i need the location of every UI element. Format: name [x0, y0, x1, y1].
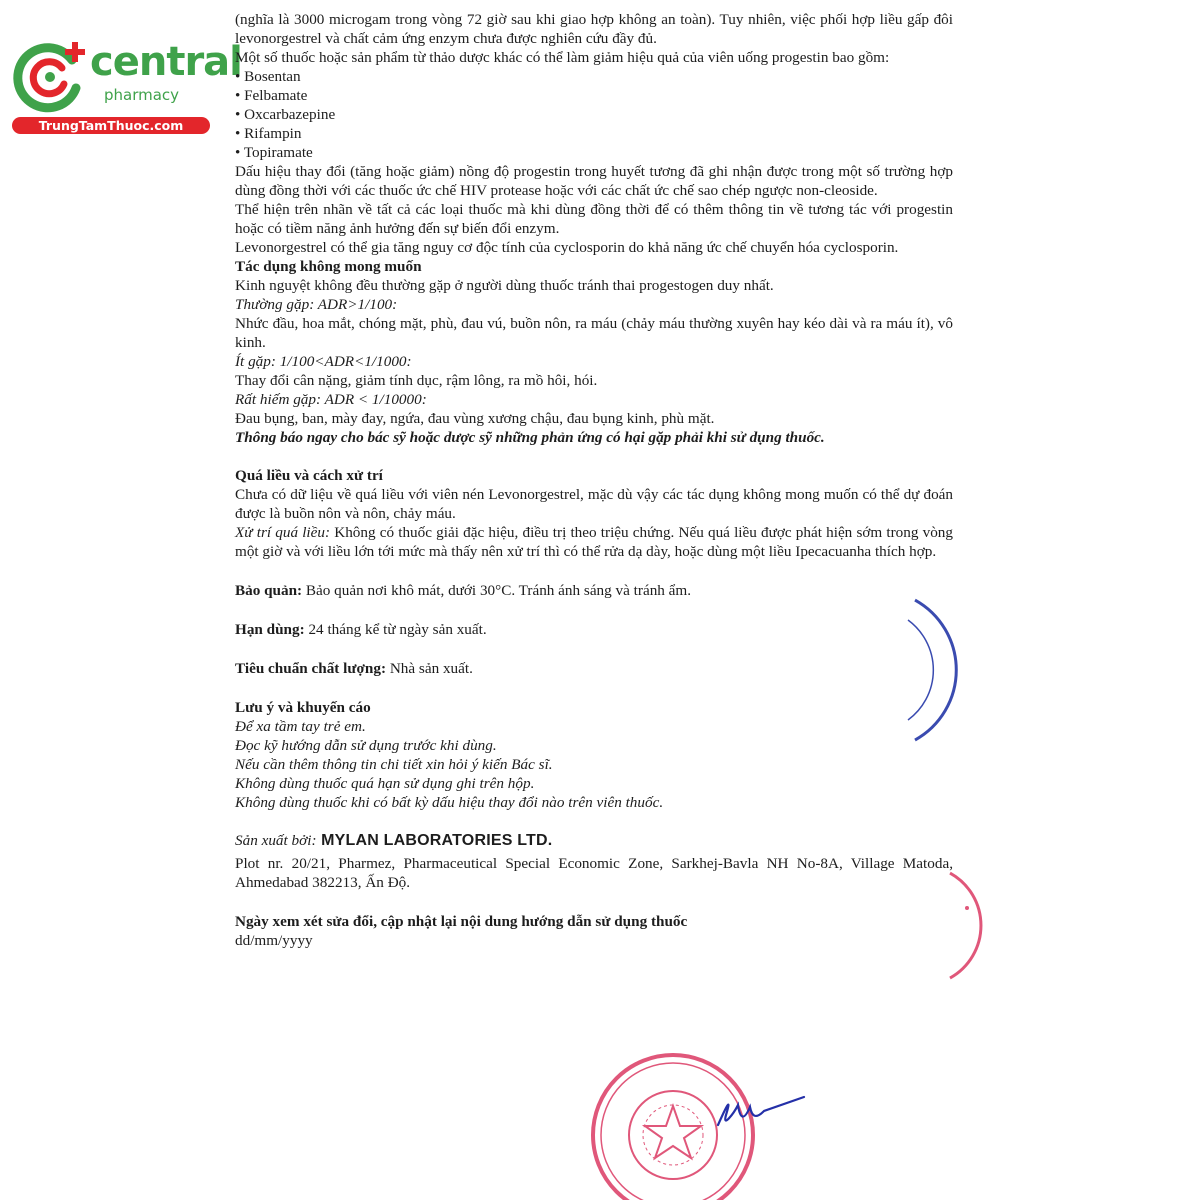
interaction-paragraph-2: Thể hiện trên nhãn về tất cả các loại thuốc mà khi dùng đồng thời để có thêm thông tin về tương tác với progestin hoặc có tiềm năng ảnh hưởng đến sự biến đổi enzym.	[235, 201, 953, 237]
adverse-intro: Kinh nguyệt không đều thường gặp ở người dùng thuốc tránh thai progestogen duy nhất.	[235, 277, 774, 294]
warnings-heading: Lưu ý và khuyến cáo	[235, 699, 371, 716]
revision-date: dd/mm/yyyy	[235, 932, 313, 949]
company-stamp-icon	[900, 590, 970, 750]
warning-item: Không dùng thuốc khi có bất kỳ dấu hiệu thay đổi nào trên viên thuốc.	[235, 794, 664, 811]
leaflet-page	[235, 10, 953, 950]
quality-line	[235, 659, 953, 678]
logo-brand-text: central	[90, 39, 242, 85]
overdose-text: Chưa có dữ liệu về quá liều với viên nén Levonorgestrel, mặc dù vậy các tác dụng không mong muốn có thể dự đoán được là buồn nôn và nôn, chảy máu.	[235, 486, 953, 522]
adverse-rare-label: Rất hiếm gặp: ADR < 1/10000:	[235, 391, 427, 408]
manufacturer-address: Plot nr. 20/21, Pharmez, Pharmaceutical Special Economic Zone, Sarkhej-Bavla NH No-8A, Village Matoda, Ahmedabad 382213, Ấn Độ.	[235, 855, 953, 891]
manufacturer-label: Sản xuất bởi:	[235, 832, 317, 849]
quality-text: Nhà sản xuất.	[386, 660, 473, 677]
quality-label: Tiêu chuẩn chất lượng:	[235, 660, 387, 677]
storage-label: Bảo quản:	[235, 582, 303, 599]
central-pharmacy-logo	[10, 38, 242, 138]
shelf-life-text: 24 tháng kể từ ngày sản xuất.	[304, 621, 487, 638]
adverse-heading: Tác dụng không mong muốn	[235, 258, 422, 275]
drug-list-item: • Rifampin	[235, 125, 302, 142]
drug-list-item: • Felbamate	[235, 87, 308, 104]
adverse-common-text: Nhức đầu, hoa mắt, chóng mặt, phù, đau vú, buồn nôn, ra máu (chảy máu thường xuyên hay kéo dài và ra máu ít), vô kinh.	[235, 315, 953, 351]
drug-list-item: • Topiramate	[235, 144, 313, 161]
adverse-uncommon-label: Ít gặp: 1/100<ADR<1/1000:	[235, 353, 412, 370]
overdose-treatment-text: Không có thuốc giải đặc hiệu, điều trị theo triệu chứng. Nếu quá liều được phát hiện sớm trong vòng một giờ và với liều lớn tới mức mà thấy nên xử trí thì có thể rửa dạ dày, hoặc dùng một liều Ipecacuanha thích hợp.	[235, 524, 953, 560]
storage-text: Bảo quản nơi khô mát, dưới 30°C. Tránh ánh sáng và tránh ẩm.	[302, 582, 692, 599]
manufacturer-line	[235, 831, 953, 850]
interaction-paragraph-1: Dấu hiệu thay đổi (tăng hoặc giảm) nồng độ progestin trong huyết tương đã ghi nhận được trong một số trường hợp dùng đồng thời với các thuốc ức chế HIV protease hoặc với các chất ức chế sao chép ngược non-cleoside.	[235, 163, 953, 199]
manufacturer-name: MYLAN LABORATORIES LTD.	[316, 832, 553, 849]
shelf-life-line	[235, 620, 953, 639]
overdose-treatment	[235, 523, 953, 561]
adverse-rare-text: Đau bụng, ban, mày đay, ngứa, đau vùng xương chậu, đau bụng kinh, phù mặt.	[235, 410, 715, 427]
partial-red-stamp-icon	[945, 868, 985, 983]
logo-sub-text: pharmacy	[104, 86, 180, 104]
warning-item: Nếu cần thêm thông tin chi tiết xin hỏi ý kiến Bác sĩ.	[235, 756, 553, 773]
adverse-common-label: Thường gặp: ADR>1/100:	[235, 296, 398, 313]
logo-url-badge: TrungTamThuoc.com	[12, 117, 210, 134]
signature-icon	[712, 1085, 812, 1145]
drug-list-item: • Oxcarbazepine	[235, 106, 336, 123]
intro-paragraph-2: Một số thuốc hoặc sản phẩm từ thảo dược khác có thể làm giảm hiệu quả của viên uống progestin bao gồm:	[235, 49, 890, 66]
overdose-heading: Quá liều và cách xử trí	[235, 467, 383, 484]
warning-item: Không dùng thuốc quá hạn sử dụng ghi trên hộp.	[235, 775, 535, 792]
warning-item: Đọc kỹ hướng dẫn sử dụng trước khi dùng.	[235, 737, 497, 754]
adverse-notice: Thông báo ngay cho bác sỹ hoặc dược sỹ những phản ứng có hại gặp phải khi sử dụng thuốc.	[235, 429, 825, 446]
overdose-treatment-label: Xử trí quá liều:	[235, 524, 331, 541]
adverse-uncommon-text: Thay đổi cân nặng, giảm tính dục, rậm lông, ra mồ hôi, hói.	[235, 372, 598, 389]
revision-heading: Ngày xem xét sửa đổi, cập nhật lại nội dung hướng dẫn sử dụng thuốc	[235, 913, 688, 930]
logo-mark-icon	[10, 38, 90, 116]
intro-paragraph-1: (nghĩa là 3000 microgam trong vòng 72 giờ sau khi giao hợp không an toàn). Tuy nhiên, việc phối hợp liều gấp đôi levonorgestrel và chất cảm ứng enzym chưa được nghiên cứu đầy đủ.	[235, 11, 953, 47]
drug-list-item: • Bosentan	[235, 68, 301, 85]
interaction-paragraph-3: Levonorgestrel có thể gia tăng nguy cơ độc tính của cyclosporin do khả năng ức chế chuyển hóa cyclosporin.	[235, 239, 899, 256]
shelf-life-label: Hạn dùng:	[235, 621, 305, 638]
warning-item: Để xa tầm tay trẻ em.	[235, 718, 366, 735]
storage-line	[235, 581, 953, 600]
